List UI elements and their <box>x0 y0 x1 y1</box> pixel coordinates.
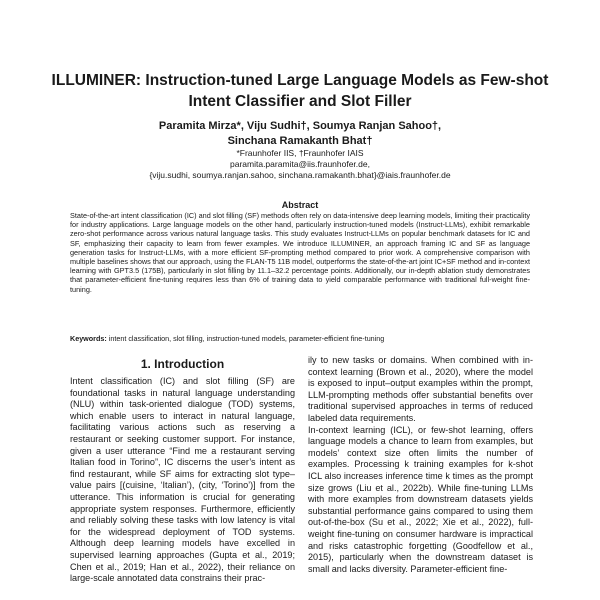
intro-paragraph-left: Intent classification (IC) and slot filling (SF) are foundational tasks in natural language understanding (NLU) within task-oriented dialogue (TOD) systems, which enable users to interact in natural language, facilitating various actions such as reserving a restaurant or seeking customer support. For instance, given a user utterance “Find me a restaurant serving Italian food in Torino”, IC discerns the user’s intent as find restaurant, while SF aims for extracting slot type–value pairs [(cuisine, ‘Italian’), (city, ‘Torino’)] from the utterance. This information is crucial for generating appropriate system responses. Furthermore, efficiently and reliably solving these tasks with low latency is vital for the widespread deployment of TOD systems. Although deep learning models have excelled in supervised learning approaches (Gupta et al., 2019; Chen et al., 2019; Han et al., 2022), their reliance on large-scale annotated data constrains their prac- <box>70 376 295 584</box>
intro-paragraph-right-2: In-context learning (ICL), or few-shot learning, offers language models a chance to learn from examples, but models’ context size often limits the number of examples. Processing k training examples for k-shot ICL also increases inference time k times as the prompt size grows (Liu et al., 2022b). While fine-tuning LLMs with more examples from downstream datasets yields substantial performance gains compared to using them out-of-the-box (Su et al., 2022; Xie et al., 2022), full-weight fine-tuning on consumer hardware is impractical and risks catastrophic forgetting (Goodfellow et al., 2015), particularly when the downstream dataset is small and lacks diversity. Parameter-efficient fine- <box>308 424 533 574</box>
abstract-heading: Abstract <box>281 200 319 210</box>
affiliation-line: *Fraunhofer IIS, †Fraunhofer IAIS <box>236 148 364 158</box>
email-line-1: paramita.paramita@iis.fraunhofer.de, <box>230 159 370 169</box>
title-line-2: Intent Classifier and Slot Filler <box>188 93 412 110</box>
intro-paragraph-right-1: ily to new tasks or domains. When combined with in-context learning (Brown et al., 2020), where the model is exposed to input–output examples within the prompt, LLM-prompting methods offer substantial benefits over traditional supervised approaches in terms of reduced labeled data requirements. <box>308 355 533 423</box>
authors-line-2: Sinchana Ramakanth Bhat† <box>227 135 373 147</box>
abstract-text: State-of-the-art intent classification (IC) and slot filling (SF) methods often rely on data-intensive deep learning models, limiting their practicality for industry applications. Large language models on the other hand, particularly instruction-tuned models (Instruct-LLMs), exhibit remarkable zero-shot performance across various natural language tasks. This study evaluates Instruct-LLMs on popular benchmark datasets for IC and SF, emphasizing their capacity to learn from fewer examples. We introduce ILLUMINER, an approach framing IC and SF as language generation tasks for Instruct-LLMs, with a more efficient SF-prompting method compared to prior work. A comprehensive comparison with multiple baselines shows that our approach, using the FLAN-T5 11B model, outperforms the state-of-the-art joint IC+SF method and in-context learning with GPT3.5 (175B), particularly in slot filling by 11.1–32.2 percentage points. Additionally, our in-depth ablation study demonstrates that parameter-efficient fine-tuning requires less than 6% of training data to yield comparable performance with traditional full-weight fine-tuning. <box>70 211 530 294</box>
paper-title <box>40 70 560 112</box>
author-list <box>60 119 540 149</box>
section-heading-introduction: 1. Introduction <box>140 357 225 371</box>
left-column <box>70 376 295 585</box>
email-line-2: {viju.sudhi, soumya.ranjan.sahoo, sinchana.ramakanth.bhat}@iais.fraunhofer.de <box>149 170 451 180</box>
title-line-1: ILLUMINER: Instruction-tuned Large Language Models as Few-shot <box>51 72 549 89</box>
authors-line-1: Paramita Mirza*, Viju Sudhi†, Soumya Ranjan Sahoo†, <box>158 120 442 132</box>
right-column <box>308 355 533 575</box>
affiliations <box>60 148 540 181</box>
keywords-text: intent classification, slot filling, instruction-tuned models, parameter-efficient fine-tuning <box>108 334 385 343</box>
keywords <box>70 334 530 343</box>
keywords-label: Keywords: <box>70 334 107 343</box>
